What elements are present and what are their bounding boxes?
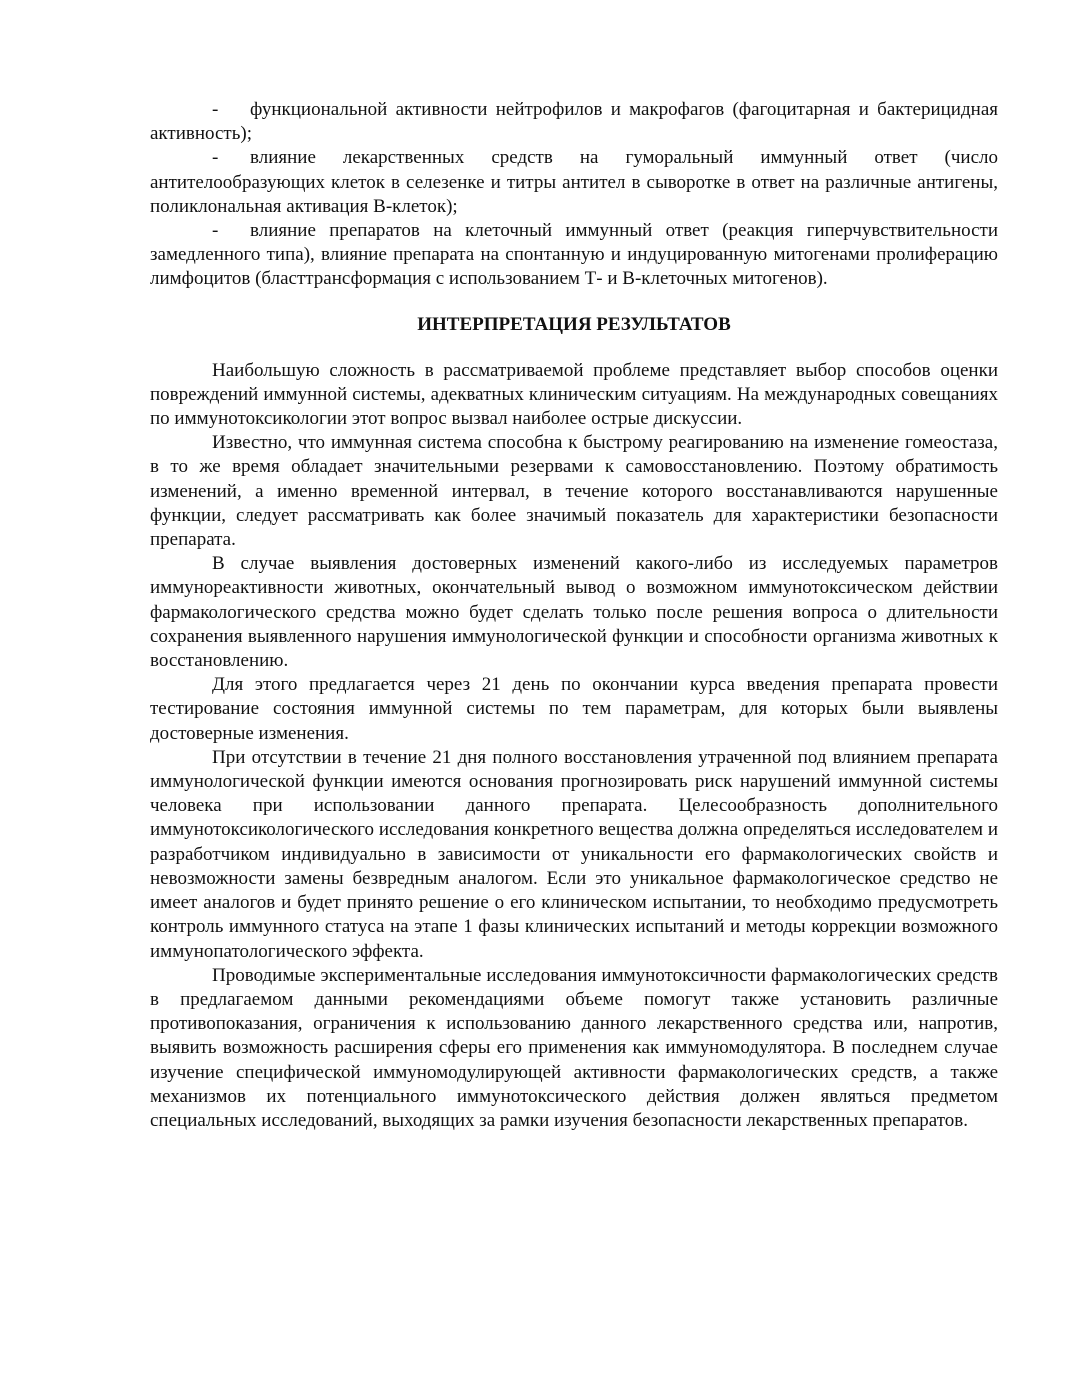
bullet-text: влияние лекарственных средств на гуморальный иммунный ответ (число антителообразующих клеток в селезенке и титры антител в сыворотке в ответ на различные антигены, поликлональная активация В-клеток); — [150, 147, 998, 217]
bullet-item — [150, 219, 998, 292]
paragraph: Проводимые экспериментальные исследования иммунотоксичности фармакологических средств в предлагаемом данными рекомендациями объеме помогут также установить различные противопоказания, ограничения к использованию данного лекарственного средства или, напротив, выявить возможность расширения сферы его применения как иммуномодулятора. В последнем случае изучение специфической иммуномодулирующей активности фармакологических средств, а также механизмов их потенциального иммунотоксического действия должен являться предметом специальных исследований, выходящих за рамки изучения безопасности лекарственных препаратов. — [150, 964, 998, 1131]
bullet-text: влияние препаратов на клеточный иммунный ответ (реакция гиперчувствительности замедленного типа), влияние препарата на спонтанную и индуцированную митогенами пролиферацию лимфоцитов (бласттрансформация с использованием Т- и В-клеточных митогенов). — [150, 220, 998, 290]
document-page — [150, 98, 998, 1133]
body-text — [150, 359, 998, 1134]
paragraph: Наибольшую сложность в рассматриваемой проблеме представляет выбор способов оценки повреждений иммунной системы, адекватных клиническим ситуациям. На международных совещаниях по иммунотоксикологии этот вопрос вызвал наиболее острые дискуссии. — [150, 359, 998, 430]
bullet-dash: - — [212, 220, 219, 242]
bullet-list — [150, 98, 998, 292]
section-title: ИНТЕРПРЕТАЦИЯ РЕЗУЛЬТАТОВ — [417, 313, 731, 335]
bullet-item — [150, 146, 998, 219]
bullet-dash: - — [212, 147, 219, 169]
paragraph: Для этого предлагается через 21 день по окончании курса введения препарата провести тестирование состояния иммунной системы по тем параметрам, для которых были выявлены достоверные изменения. — [150, 674, 998, 744]
bullet-dash: - — [212, 99, 219, 120]
bullet-text: функциональной активности нейтрофилов и макрофагов (фагоцитарная и бактерицидная активность); — [150, 99, 998, 145]
paragraph: При отсутствии в течение 21 дня полного восстановления утраченной под влиянием препарата иммунологической функции имеются основания прогнозировать риск нарушений иммунной системы человека при использовании данного препарата. Целесообразность дополнительного иммунотоксикологического исследования конкретного вещества должна определяться исследователем и разработчиком индивидуально в зависимости от уникальности его фармакологических свойств и невозможности замены безвредным аналогом. Если это уникальное фармакологическое средство не имеет аналогов и будет принято решение о его клиническом испытании, то необходимо предусмотреть контроль иммунного статуса на этапе 1 фазы клинических испытаний и методы коррекции возможного иммунопатологического эффекта. — [150, 746, 998, 962]
bullet-item — [150, 98, 998, 146]
paragraph: В случае выявления достоверных изменений какого-либо из исследуемых параметров иммунореактивности животных, окончательный вывод о возможном иммунотоксическом действии фармакологического средства можно будет сделать только после решения вопроса о длительности сохранения выявленного нарушения иммунологической функции и способности организма животных к восстановлению. — [150, 553, 998, 672]
paragraph: Известно, что иммунная система способна к быстрому реагированию на изменение гомеостаза, в то же время обладает значительными резервами к самовосстановлению. Поэтому обратимость изменений, а именно временной интервал, в течение которого восстанавливаются нарушенные функции, следует рассматривать как более значимый показатель для характеристики безопасности препарата. — [150, 432, 998, 551]
